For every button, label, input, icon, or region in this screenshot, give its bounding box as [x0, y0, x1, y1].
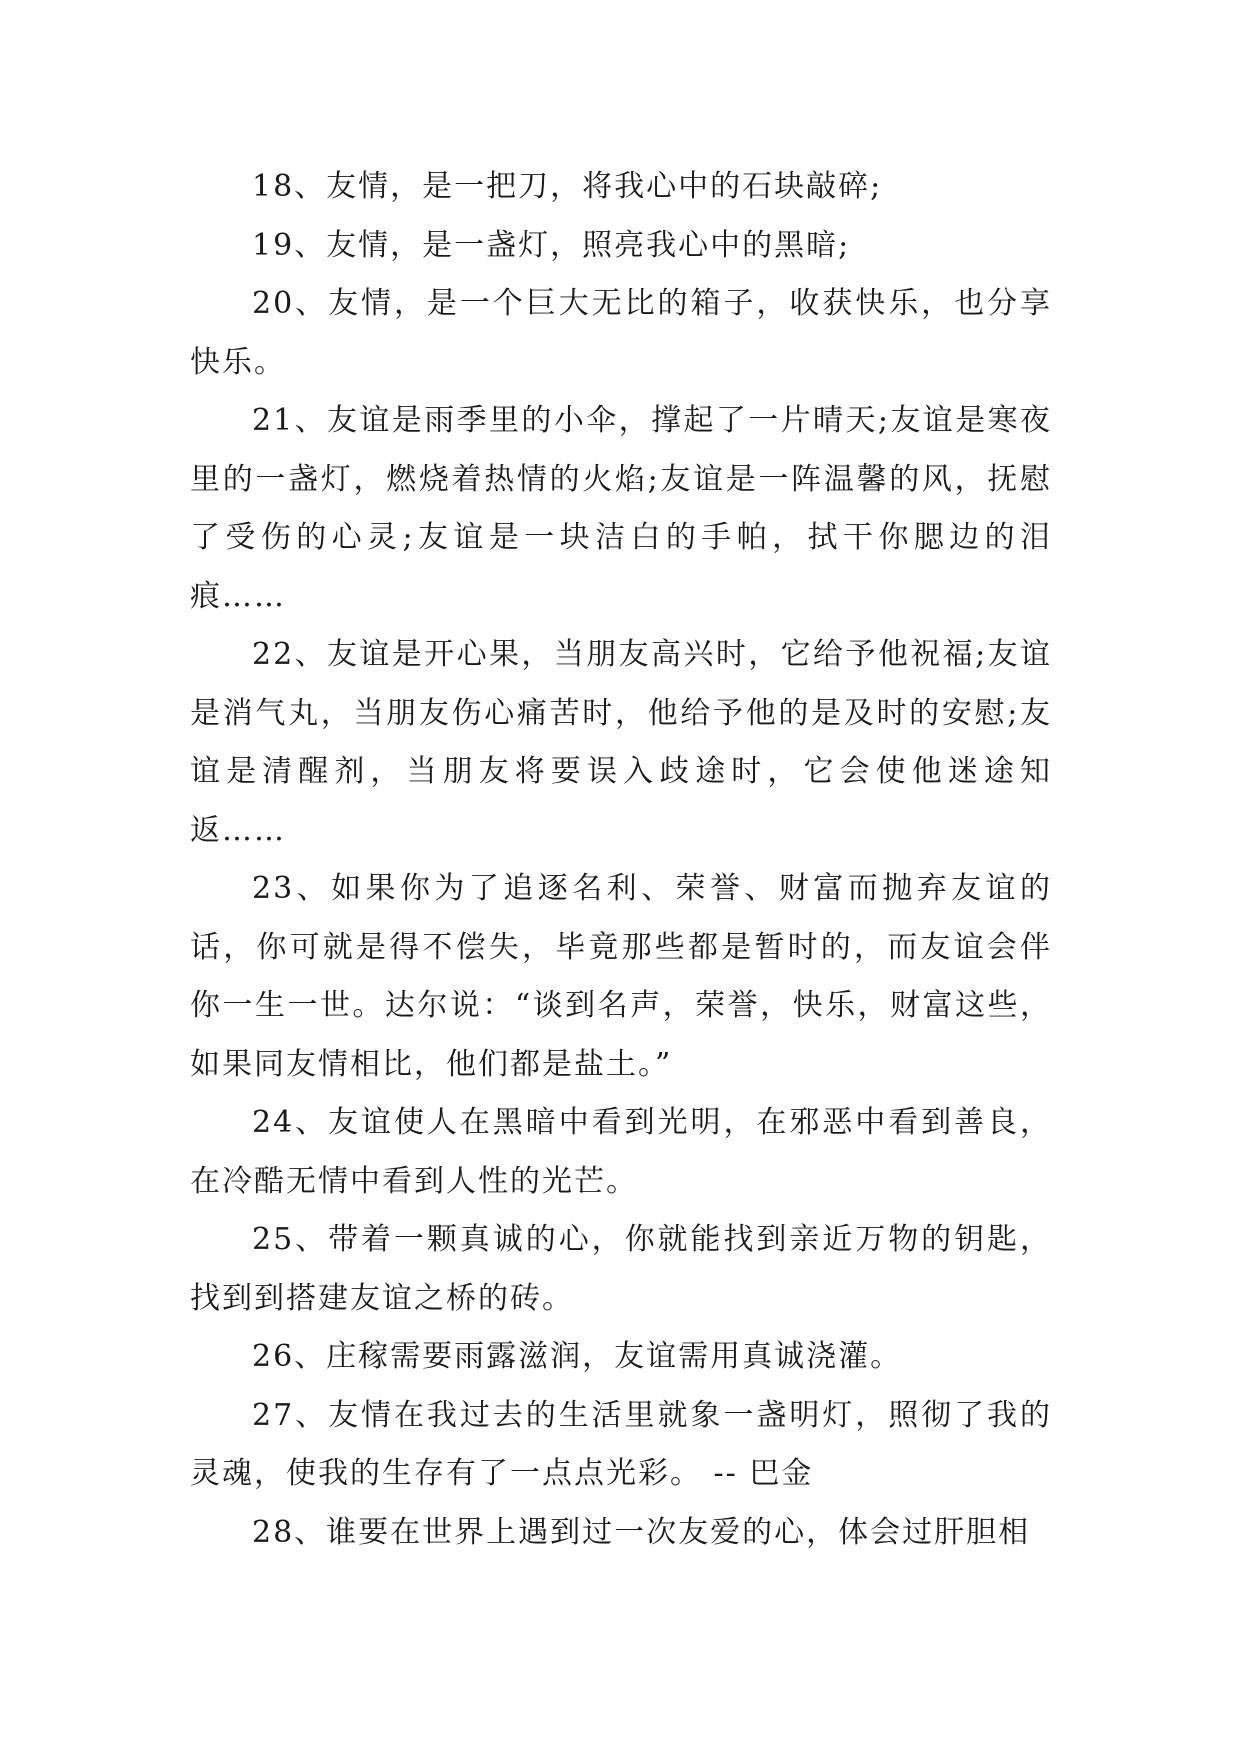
paragraph-28: 28、谁要在世界上遇到过一次友爱的心，体会过肝胆相: [252, 1514, 1031, 1550]
paragraph-26: 26、庄稼需要雨露滋润，友谊需用真诚浇灌。: [252, 1339, 903, 1374]
paragraph-27: 27、友情在我过去的生活里就象一盏明灯，照彻了我的灵魂，使我的生存有了一点点光彩。 -- 巴金: [190, 1397, 1052, 1491]
paragraph-22: 22、友谊是开心果，当朋友高兴时，它给予他祝福;友谊是消气丸，当朋友伤心痛苦时，他给予他的是及时的安慰;友谊是清醒剂，当朋友将要误入歧途时，它会使他迷途知返……: [190, 637, 1052, 848]
paragraph-25: 25、带着一颗真诚的心，你就能找到亲近万物的钥匙，找到到搭建友谊之桥的砖。: [190, 1222, 1052, 1316]
paragraph-24: 24、友谊使人在黑暗中看到光明，在邪恶中看到善良，在冷酷无情中看到人性的光芒。: [190, 1105, 1052, 1199]
document-body: [190, 158, 1052, 1562]
paragraph-19: 19、友情，是一盏灯，照亮我心中的黑暗;: [252, 227, 851, 263]
paragraph-21: 21、友谊是雨季里的小伞，撑起了一片晴天;友谊是寒夜里的一盏灯，燃烧着热情的火焰;友谊是一阵温馨的风，抚慰了受伤的心灵;友谊是一块洁白的手帕，拭干你腮边的泪痕……: [190, 403, 1052, 614]
paragraph-20: 20、友情，是一个巨大无比的箱子，收获快乐，也分享快乐。: [190, 286, 1052, 380]
paragraph-23: 23、如果你为了追逐名利、荣誉、财富而抛弃友谊的话，你可就是得不偿失，毕竟那些都是暂时的，而友谊会伴你一生一世。达尔说：“谈到名声，荣誉，快乐，财富这些，如果同友情相比，他们都是盐土。”: [190, 871, 1052, 1082]
paragraph-18: 18、友情，是一把刀，将我心中的石块敲碎;: [252, 169, 883, 204]
